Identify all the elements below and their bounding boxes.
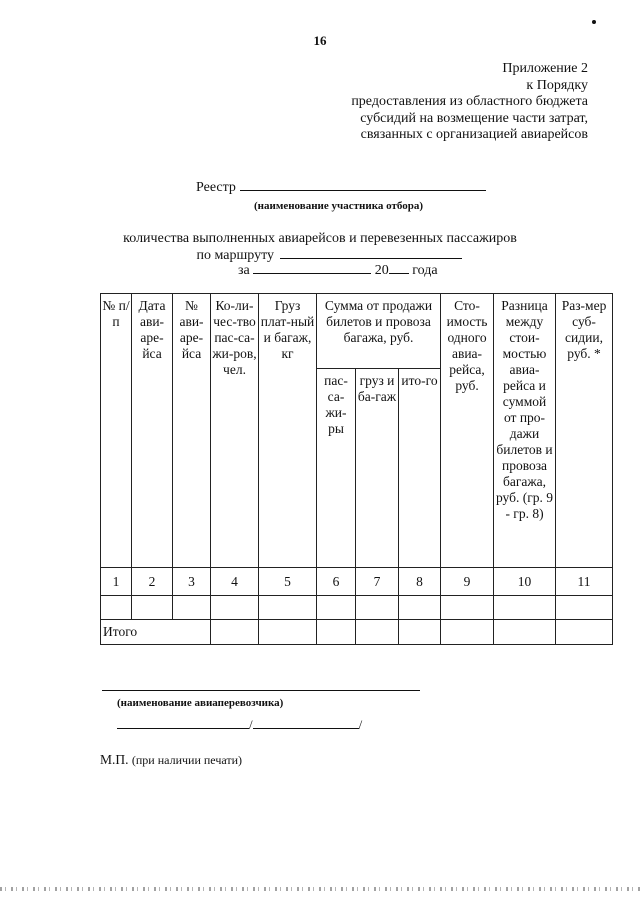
scan-speck <box>592 20 596 24</box>
total-row <box>101 620 613 645</box>
table-cell[interactable] <box>356 596 399 620</box>
scan-edge-noise <box>0 887 640 891</box>
table-cell[interactable] <box>101 596 132 620</box>
table-cell[interactable] <box>441 596 494 620</box>
stamp-label: М.П. <box>100 752 129 767</box>
signature-name-blank[interactable] <box>253 716 359 729</box>
signature-blank[interactable] <box>117 716 249 729</box>
period-date-blank[interactable] <box>253 262 371 274</box>
table-cell[interactable] <box>317 596 356 620</box>
column-number: 3 <box>173 568 211 596</box>
column-number: 10 <box>494 568 556 596</box>
registry-hint: (наименование участника отбора) <box>254 200 424 212</box>
total-cell[interactable] <box>441 620 494 645</box>
column-number: 8 <box>399 568 441 596</box>
document-heading <box>0 230 640 264</box>
heading-line: количества выполненных авиарейсов и перевезенных пассажиров <box>123 231 517 246</box>
column-number: 7 <box>356 568 399 596</box>
table-cell[interactable] <box>494 596 556 620</box>
period-prefix: за <box>238 263 250 278</box>
column-number: 4 <box>211 568 259 596</box>
table-cell[interactable] <box>132 596 173 620</box>
stamp-note <box>100 752 242 768</box>
total-label: Итого <box>101 620 211 645</box>
appendix-line: связанных с организацией авиарейсов <box>360 127 588 142</box>
table-cell[interactable] <box>173 596 211 620</box>
subcol-passengers-header: пас-са-жи-ры <box>317 369 356 568</box>
period-row <box>238 262 438 279</box>
table-cell[interactable] <box>556 596 613 620</box>
registry-label: Реестр <box>196 180 236 195</box>
stamp-condition: (при наличии печати) <box>131 753 243 767</box>
period-year: 20 <box>374 263 389 278</box>
period-year-blank[interactable] <box>389 262 409 274</box>
column-number: 6 <box>317 568 356 596</box>
table-cell[interactable] <box>211 596 259 620</box>
appendix-line: к Порядку <box>526 77 588 93</box>
period-suffix: года <box>412 263 438 278</box>
column-number: 2 <box>132 568 173 596</box>
route-label: по маршруту <box>196 248 274 263</box>
total-cell[interactable] <box>556 620 613 645</box>
header-row <box>101 294 613 369</box>
route-blank[interactable] <box>280 247 462 259</box>
total-cell[interactable] <box>399 620 441 645</box>
total-cell[interactable] <box>317 620 356 645</box>
col-passengers-header: Ко-ли-чес-тво пас-са-жи-ров, чел. <box>211 294 259 568</box>
col-flight-no-header: № ави-аре-йса <box>173 294 211 568</box>
table-cell[interactable] <box>259 596 317 620</box>
total-cell[interactable] <box>356 620 399 645</box>
subcol-total-header: ито-го <box>399 369 441 568</box>
col-cargo-header: Груз плат-ный и багаж, кг <box>259 294 317 568</box>
signature-row: / / <box>117 716 362 733</box>
total-cell[interactable] <box>494 620 556 645</box>
total-cell[interactable] <box>211 620 259 645</box>
col-sales-group-header: Сумма от продажи билетов и провоза багажа, руб. <box>317 294 441 369</box>
registry-table <box>100 293 613 645</box>
column-numbers-row <box>101 568 613 596</box>
appendix-block <box>351 61 588 144</box>
appendix-line: субсидий на возмещение части затрат, <box>360 110 588 126</box>
col-flight-cost-header: Сто-имость одного авиа-рейса, руб. <box>441 294 494 568</box>
page-number: 16 <box>313 33 327 48</box>
table-cell[interactable] <box>399 596 441 620</box>
total-cell[interactable] <box>259 620 317 645</box>
subcol-cargo-header: груз и ба-гаж <box>356 369 399 568</box>
col-number-header: № п/п <box>101 294 132 568</box>
column-number: 9 <box>441 568 494 596</box>
carrier-hint: (наименование авиаперевозчика) <box>117 697 284 709</box>
registry-participant-blank[interactable] <box>240 178 486 191</box>
col-flight-date-header: Дата ави-аре-йса <box>132 294 173 568</box>
appendix-line: Приложение 2 <box>502 61 588 76</box>
appendix-line: предоставления из областного бюджета <box>351 94 588 109</box>
column-number: 5 <box>259 568 317 596</box>
registry-row <box>196 178 486 196</box>
col-subsidy-header: Раз-мер суб-сидии, руб. * <box>556 294 613 568</box>
column-number: 1 <box>101 568 132 596</box>
data-row <box>101 596 613 620</box>
col-difference-header: Разница между стои-мостью авиа-рейса и суммой от про-дажи билетов и провоза багажа, руб. (гр. 9 - гр. 8) <box>494 294 556 568</box>
carrier-name-line[interactable] <box>102 690 420 691</box>
column-number: 11 <box>556 568 613 596</box>
